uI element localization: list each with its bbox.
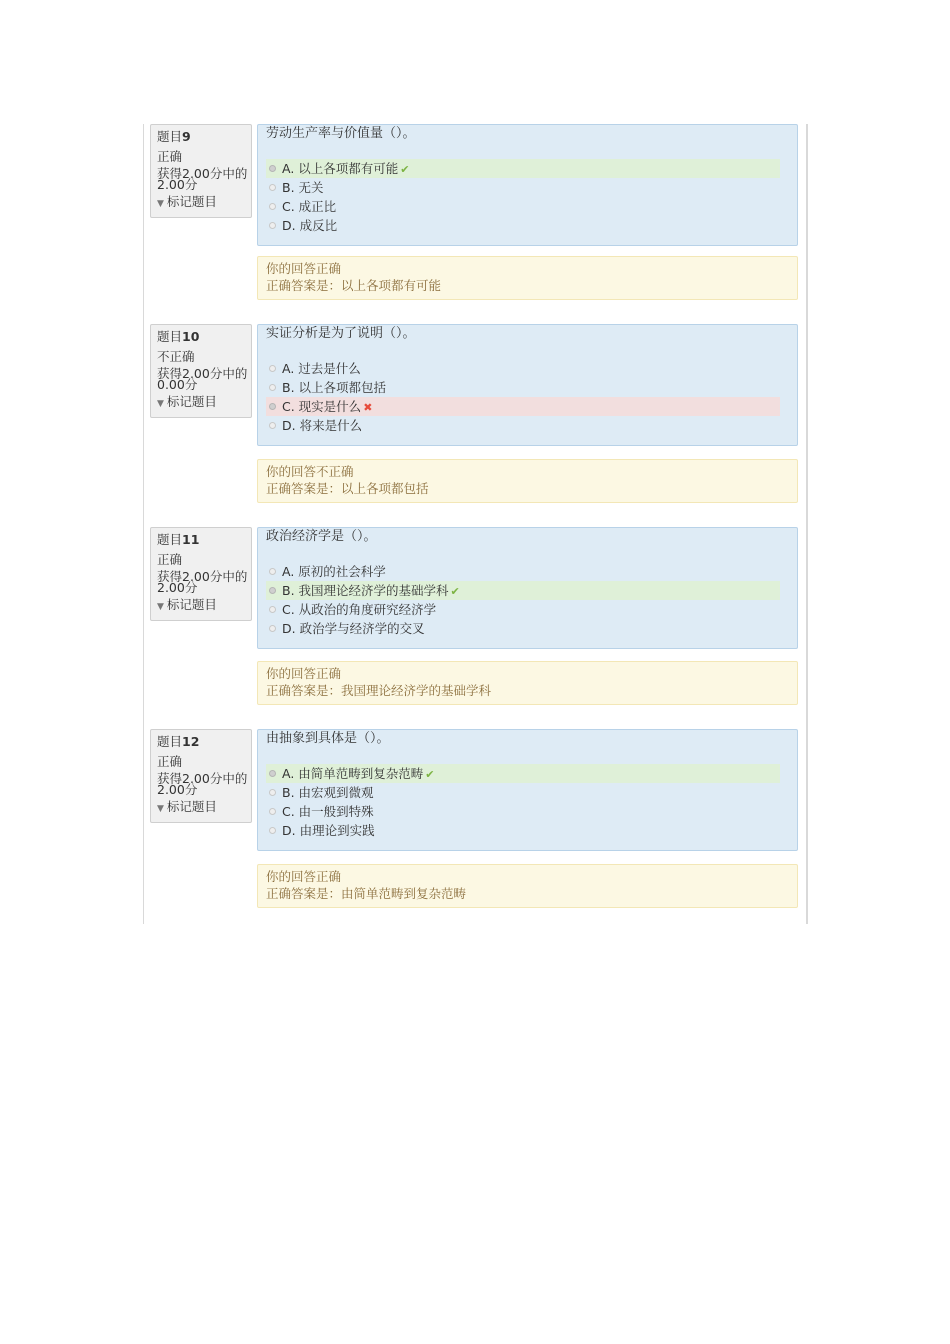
answer-options bbox=[266, 359, 780, 435]
radio-button[interactable] bbox=[269, 606, 276, 613]
feedback-box bbox=[257, 256, 798, 300]
question-state: 正确 bbox=[157, 754, 183, 769]
option-a[interactable]: A. 以上各项都有可能 ✔ bbox=[266, 159, 780, 178]
right-answer-text: 正确答案是：以上各项都有可能 bbox=[266, 278, 442, 293]
option-d[interactable]: D. 政治学与经济学的交叉 bbox=[266, 619, 780, 638]
option-b[interactable]: B. 无关 bbox=[266, 178, 780, 197]
radio-button[interactable] bbox=[269, 625, 276, 632]
right-answer-text: 正确答案是：我国理论经济学的基础学科 bbox=[266, 683, 492, 698]
question-content bbox=[257, 729, 798, 851]
flag-icon: ▼ bbox=[157, 199, 164, 209]
question-text: 政治经济学是（）。 bbox=[266, 529, 377, 544]
question-grade: 获得2.00分中的2.00分 bbox=[157, 569, 248, 595]
radio-button[interactable] bbox=[269, 365, 276, 372]
question-info bbox=[150, 124, 252, 218]
question-12 bbox=[150, 729, 800, 909]
question-text: 劳动生产率与价值量（）。 bbox=[266, 126, 416, 141]
feedback-text: 你的回答正确 bbox=[266, 666, 342, 681]
check-icon: ✔ bbox=[400, 163, 410, 176]
feedback-text: 你的回答不正确 bbox=[266, 464, 354, 479]
question-text: 由抽象到具体是（）。 bbox=[266, 731, 390, 746]
question-state: 正确 bbox=[157, 552, 183, 567]
option-b[interactable]: B. 由宏观到微观 bbox=[266, 783, 780, 802]
answer-options bbox=[266, 764, 780, 840]
flag-icon: ▼ bbox=[157, 399, 164, 409]
radio-button[interactable] bbox=[269, 789, 276, 796]
question-state: 不正确 bbox=[157, 349, 195, 364]
option-a[interactable]: A. 原初的社会科学 bbox=[266, 562, 780, 581]
radio-button[interactable] bbox=[269, 422, 276, 429]
option-d[interactable]: D. 成反比 bbox=[266, 216, 780, 235]
option-c[interactable]: C. 由一般到特殊 bbox=[266, 802, 780, 821]
option-b[interactable]: B. 以上各项都包括 bbox=[266, 378, 780, 397]
question-number: 题目12 bbox=[157, 734, 200, 749]
flag-icon: ▼ bbox=[157, 804, 164, 814]
option-a[interactable]: A. 由简单范畴到复杂范畴 ✔ bbox=[266, 764, 780, 783]
flag-question-link[interactable]: ▼ 标记题目 bbox=[157, 194, 217, 209]
question-content bbox=[257, 527, 798, 649]
question-state: 正确 bbox=[157, 149, 183, 164]
option-b[interactable]: B. 我国理论经济学的基础学科 ✔ bbox=[266, 581, 780, 600]
radio-button[interactable] bbox=[269, 222, 276, 229]
flag-icon: ▼ bbox=[157, 602, 164, 612]
radio-button[interactable] bbox=[269, 165, 276, 172]
question-info bbox=[150, 729, 252, 823]
flag-question-link[interactable]: ▼ 标记题目 bbox=[157, 799, 217, 814]
question-info bbox=[150, 527, 252, 621]
question-content bbox=[257, 124, 798, 246]
question-10 bbox=[150, 324, 800, 504]
question-text: 实证分析是为了说明（）。 bbox=[266, 326, 416, 341]
question-grade: 获得2.00分中的0.00分 bbox=[157, 366, 248, 392]
question-number: 题目10 bbox=[157, 329, 200, 344]
flag-question-link[interactable]: ▼ 标记题目 bbox=[157, 597, 217, 612]
option-c[interactable]: C. 成正比 bbox=[266, 197, 780, 216]
question-grade: 获得2.00分中的2.00分 bbox=[157, 771, 248, 797]
check-icon: ✔ bbox=[425, 768, 435, 781]
radio-button[interactable] bbox=[269, 403, 276, 410]
feedback-box bbox=[257, 864, 798, 908]
feedback-box bbox=[257, 661, 798, 705]
answer-options bbox=[266, 159, 780, 235]
option-d[interactable]: D. 由理论到实践 bbox=[266, 821, 780, 840]
option-c[interactable]: C. 现实是什么 ✖ bbox=[266, 397, 780, 416]
feedback-box bbox=[257, 459, 798, 503]
question-number: 题目9 bbox=[157, 129, 191, 144]
radio-button[interactable] bbox=[269, 568, 276, 575]
option-a[interactable]: A. 过去是什么 bbox=[266, 359, 780, 378]
right-answer-text: 正确答案是：由简单范畴到复杂范畴 bbox=[266, 886, 467, 901]
radio-button[interactable] bbox=[269, 587, 276, 594]
question-number: 题目11 bbox=[157, 532, 200, 547]
option-c[interactable]: C. 从政治的角度研究经济学 bbox=[266, 600, 780, 619]
feedback-text: 你的回答正确 bbox=[266, 261, 342, 276]
question-content bbox=[257, 324, 798, 446]
option-d[interactable]: D. 将来是什么 bbox=[266, 416, 780, 435]
answer-options bbox=[266, 562, 780, 638]
radio-button[interactable] bbox=[269, 808, 276, 815]
radio-button[interactable] bbox=[269, 184, 276, 191]
cross-icon: ✖ bbox=[363, 401, 373, 414]
radio-button[interactable] bbox=[269, 827, 276, 834]
radio-button[interactable] bbox=[269, 770, 276, 777]
right-answer-text: 正确答案是：以上各项都包括 bbox=[266, 481, 429, 496]
feedback-text: 你的回答正确 bbox=[266, 869, 342, 884]
radio-button[interactable] bbox=[269, 384, 276, 391]
question-9 bbox=[150, 124, 800, 304]
question-11 bbox=[150, 527, 800, 707]
flag-question-link[interactable]: ▼ 标记题目 bbox=[157, 394, 217, 409]
radio-button[interactable] bbox=[269, 203, 276, 210]
question-info bbox=[150, 324, 252, 418]
check-icon: ✔ bbox=[450, 585, 460, 598]
question-grade: 获得2.00分中的2.00分 bbox=[157, 166, 248, 192]
